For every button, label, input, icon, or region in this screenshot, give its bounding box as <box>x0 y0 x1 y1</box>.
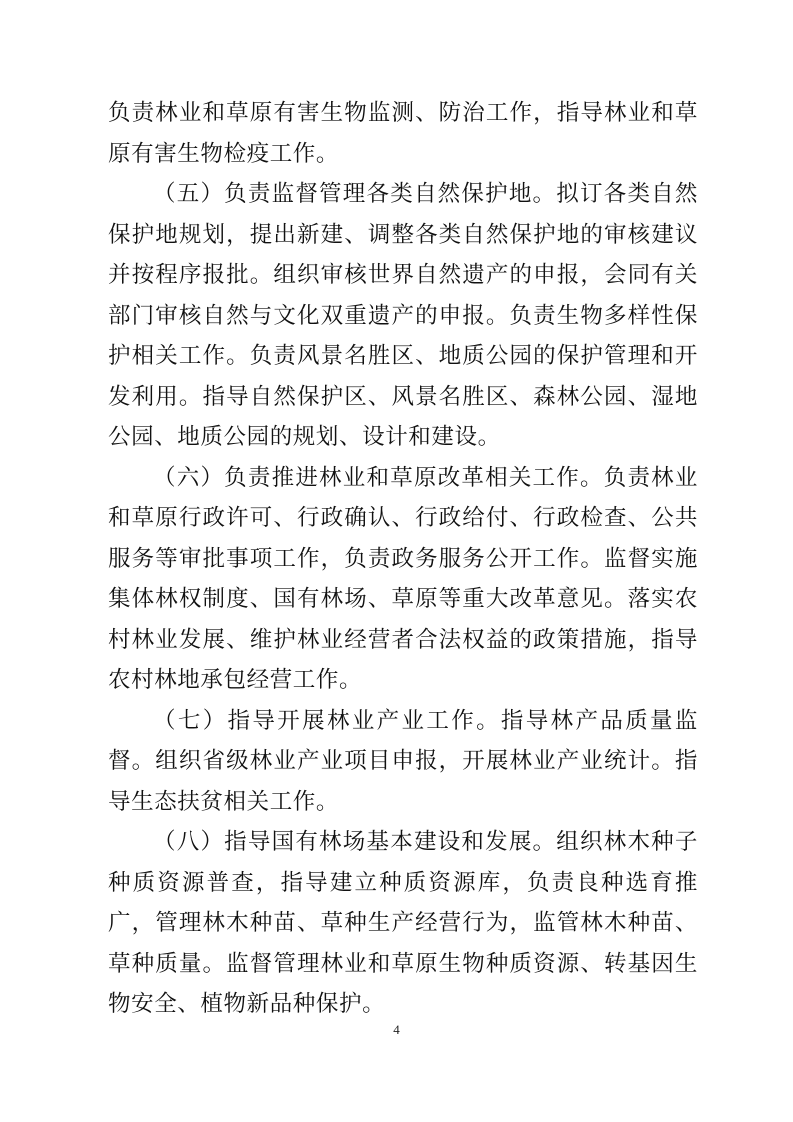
paragraph-continued: 负责林业和草原有害生物监测、防治工作，指导林业和草原有害生物检疫工作。 <box>108 100 698 167</box>
paragraph-item-5: （五）负责监督管理各类自然保护地。拟订各类自然保护地规划，提出新建、调整各类自然保护地的审核建议并按程序报批。组织审核世界自然遗产的申报，会同有关部门审核自然与文化双重遗产的申报。负责生物多样性保护相关工作。负责风景名胜区、地质公园的保护管理和开发利用。指导自然保护区、风景名胜区、森林公园、湿地公园、地质公园的规划、设计和建设。 <box>108 181 698 450</box>
page-number: 4 <box>393 1022 400 1037</box>
paragraph-item-8: （八）指导国有林场基本建设和发展。组织林木种子种质资源普查，指导建立种质资源库，负责良种选育推广，管理林木种苗、草种生产经营行为，监管林木种苗、草种质量。监督管理林业和草原生物种质资源、转基因生物安全、植物新品种保护。 <box>108 829 698 1017</box>
body-text <box>108 93 698 1025</box>
paragraph-item-7: （七）指导开展林业产业工作。指导林产品质量监督。组织省级林业产业项目申报，开展林业产业统计。指导生态扶贫相关工作。 <box>108 707 698 815</box>
paragraph-item-6: （六）负责推进林业和草原改革相关工作。负责林业和草原行政许可、行政确认、行政给付、行政检查、公共服务等审批事项工作，负责政务服务公开工作。监督实施集体林权制度、国有林场、草原等重大改革意见。落实农村林业发展、维护林业经营者合法权益的政策措施，指导农村林地承包经营工作。 <box>108 464 698 693</box>
